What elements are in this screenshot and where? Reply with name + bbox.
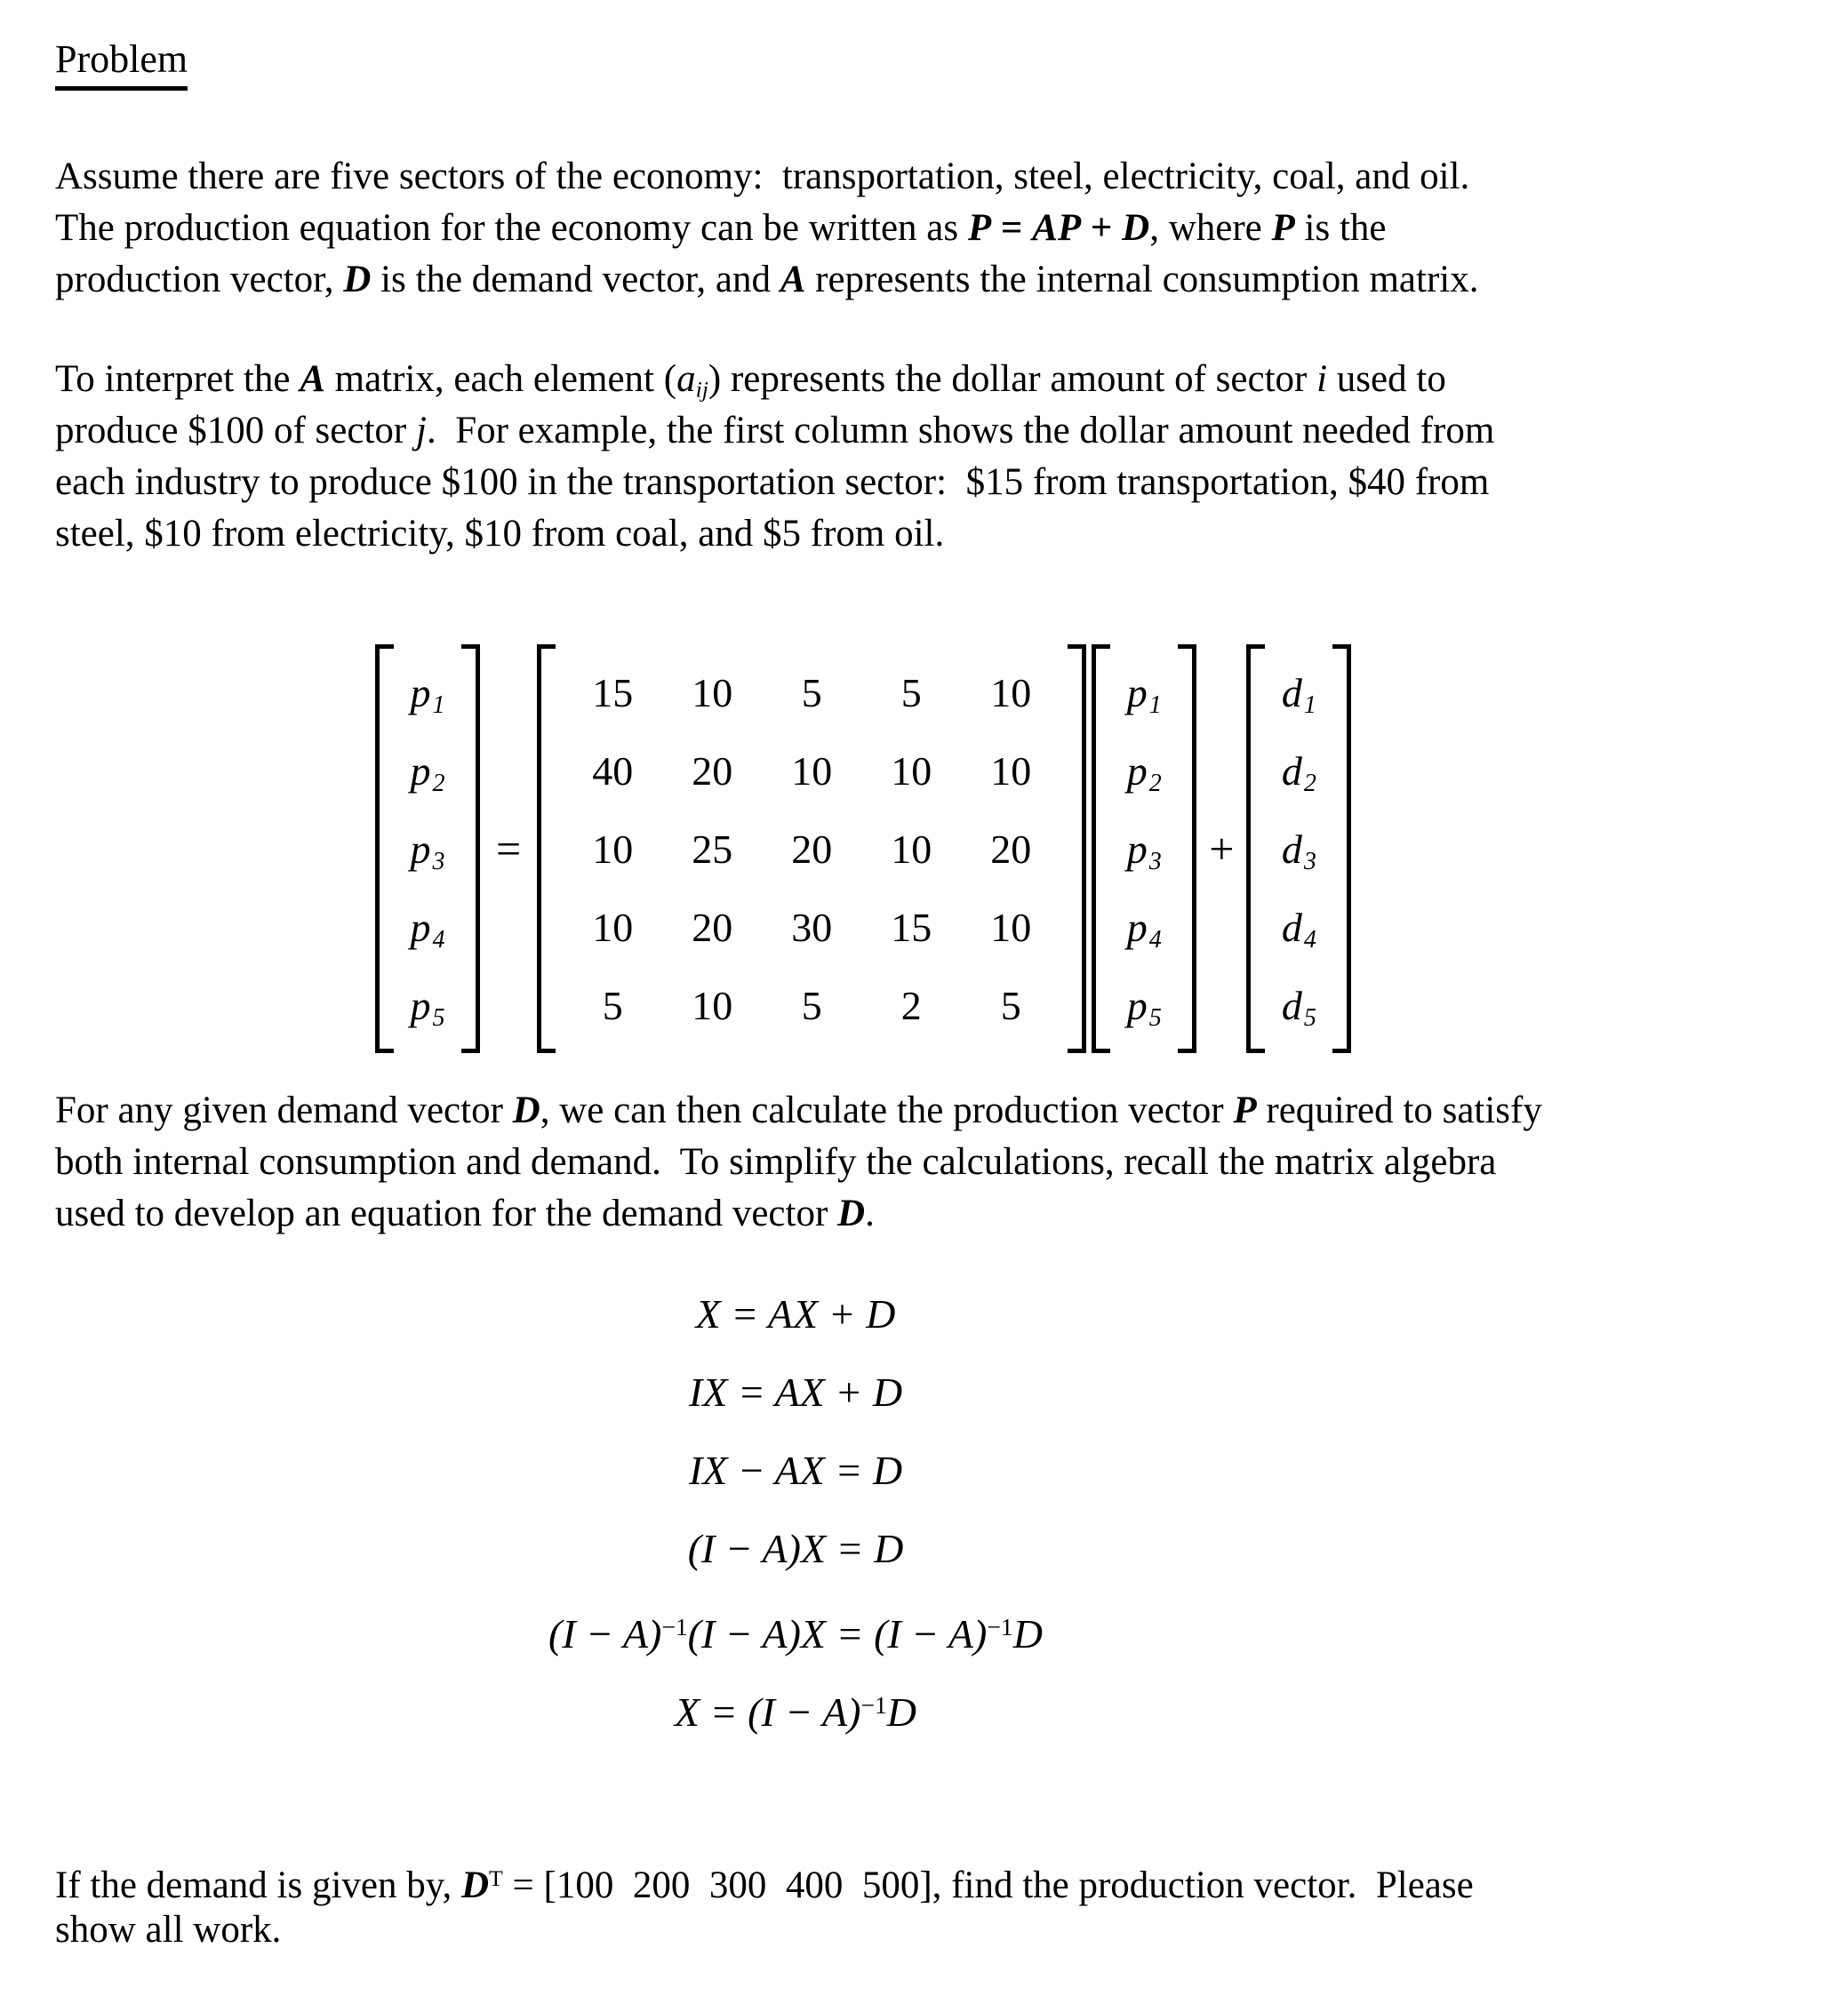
a-cell: 5 <box>1000 982 1021 1028</box>
math-operator: = <box>991 207 1033 249</box>
plus-sign: + <box>1209 824 1235 874</box>
p-element <box>404 810 451 888</box>
equation-text: D <box>1012 1610 1043 1657</box>
a-cell: 15 <box>891 904 932 950</box>
a-cell: 5 <box>801 982 822 1028</box>
text-line <box>55 1188 1799 1240</box>
math-subscript: 2 <box>432 770 445 797</box>
left-bracket <box>375 644 394 1053</box>
math-symbol: p <box>1126 747 1148 794</box>
math-superscript: −1 <box>661 1613 688 1641</box>
a-cell: 40 <box>592 747 634 794</box>
math-subscript: 4 <box>1148 926 1162 954</box>
a-cell: 10 <box>990 747 1032 794</box>
text-segment: used to develop an equation for the demand vector <box>55 1193 838 1234</box>
a-cell: 20 <box>791 826 833 872</box>
math-symbol: p <box>410 904 431 950</box>
p-vector-cells <box>1110 644 1178 1053</box>
math-symbol: A <box>300 358 325 400</box>
math-symbol: d <box>1281 669 1302 715</box>
d-element <box>1276 653 1322 731</box>
math-symbol: p <box>1126 826 1148 872</box>
math-symbol: P <box>1233 1090 1257 1131</box>
a-cell: 2 <box>900 982 922 1028</box>
math-symbol: i <box>1316 358 1328 400</box>
math-symbol: p <box>410 826 431 872</box>
d-element <box>1276 810 1322 888</box>
a-cell: 10 <box>891 747 932 794</box>
math-symbol: p <box>410 982 431 1028</box>
math-subscript: 3 <box>1148 848 1162 875</box>
text-segment: To interpret the <box>55 358 300 400</box>
math-symbol: D <box>1122 207 1150 249</box>
p-element <box>404 966 451 1044</box>
math-subscript: 3 <box>1303 848 1316 875</box>
a-cell: 10 <box>592 826 634 872</box>
math-subscript: 4 <box>1303 926 1316 954</box>
p-vector-cells <box>394 644 461 1053</box>
equation-text: D <box>886 1689 916 1735</box>
equation-line <box>55 1291 1536 1337</box>
text-line <box>55 1085 1799 1137</box>
equation-text: IX − AX = D <box>688 1448 903 1493</box>
derivation-equations <box>55 1291 1536 1735</box>
text-segment: both internal consumption and demand. To simplify the calculations, recall the matrix algebra <box>55 1141 1497 1183</box>
math-subscript: 1 <box>1303 691 1316 719</box>
equation-line <box>55 1682 1536 1735</box>
text-segment: matrix, each element ( <box>324 358 677 400</box>
a-matrix-grid <box>556 644 1068 1053</box>
text-segment: is the demand vector, and <box>371 259 780 300</box>
math-symbol: D <box>343 259 372 300</box>
math-symbol: d <box>1281 747 1302 794</box>
text-segment: , where <box>1149 207 1272 249</box>
math-symbol: p <box>410 669 431 715</box>
math-subscript: 5 <box>1148 1004 1162 1032</box>
p-vector-left <box>375 644 480 1053</box>
left-bracket <box>1092 644 1110 1053</box>
p-element <box>404 888 451 966</box>
a-cell: 20 <box>990 826 1032 872</box>
text-segment: is the <box>1294 207 1387 249</box>
text-line <box>55 354 1799 405</box>
equals-sign: = <box>496 824 522 874</box>
text-segment: . <box>865 1193 875 1234</box>
a-matrix <box>537 644 1086 1053</box>
equation-text: (I − A)X = (I − A) <box>687 1610 988 1657</box>
left-bracket <box>537 644 556 1053</box>
right-bracket <box>1068 644 1086 1053</box>
a-cell: 10 <box>791 747 833 794</box>
math-subscript: 4 <box>432 926 445 954</box>
equation-line <box>55 1604 1536 1657</box>
math-symbol: D <box>837 1193 866 1234</box>
text-segment: used to <box>1327 358 1446 400</box>
a-cell: 10 <box>692 669 733 715</box>
a-cell: 10 <box>692 982 733 1028</box>
math-symbol: AP <box>1032 207 1082 249</box>
d-vector <box>1246 644 1351 1053</box>
page-title: Problem <box>55 37 188 91</box>
math-superscript: −1 <box>860 1691 887 1719</box>
equation-text: (I − A)X = D <box>687 1526 904 1571</box>
equation-text: X = AX + D <box>695 1291 896 1337</box>
p-element <box>1121 810 1167 888</box>
d-element <box>1276 966 1322 1044</box>
text-segment: production vector, <box>55 259 344 300</box>
math-subscript: 1 <box>1148 691 1162 719</box>
text-line <box>55 457 1799 508</box>
a-cell: 10 <box>990 669 1032 715</box>
a-cell: 5 <box>900 669 922 715</box>
left-bracket <box>1246 644 1265 1053</box>
math-symbol: P <box>967 207 992 249</box>
math-subscript: 5 <box>1303 1004 1316 1032</box>
text-line <box>55 1137 1799 1188</box>
paragraph-intro <box>55 151 1799 306</box>
math-symbol: A <box>780 259 806 300</box>
math-symbol: d <box>1281 904 1302 950</box>
text-segment: ) represents the dollar amount of sector <box>708 358 1317 400</box>
text-line <box>55 1853 1799 1904</box>
text-line <box>55 203 1799 254</box>
math-subscript: 2 <box>1303 770 1316 797</box>
text-segment: , we can then calculate the production vector <box>540 1090 1234 1131</box>
matrix-equation <box>375 644 1351 1053</box>
a-cell: 30 <box>791 904 833 950</box>
text-line <box>55 151 1799 203</box>
math-symbol: p <box>1126 982 1148 1028</box>
math-subscript: 2 <box>1148 770 1162 797</box>
math-symbol: d <box>1281 982 1302 1028</box>
text-line <box>55 254 1799 306</box>
math-subscript: 5 <box>432 1004 445 1032</box>
p-element <box>1121 731 1167 810</box>
text-segment: produce $100 of sector <box>55 410 416 451</box>
math-symbol: d <box>1281 826 1302 872</box>
a-cell: 20 <box>692 747 733 794</box>
p-element <box>1121 888 1167 966</box>
text-segment: steel, $10 from electricity, $10 from coal, and $5 from oil. <box>55 513 945 555</box>
text-segment: required to satisfy <box>1256 1090 1542 1131</box>
paragraph-matrix-explanation <box>55 354 1799 560</box>
a-cell: 10 <box>891 826 932 872</box>
math-subscript: 1 <box>432 691 445 719</box>
equation-text: IX = AX + D <box>688 1369 903 1415</box>
text-line <box>55 1904 1799 1956</box>
heading-wrap <box>55 37 1799 91</box>
text-segment: The production equation for the economy can be written as <box>55 207 968 249</box>
math-symbol: p <box>1126 669 1148 715</box>
text-segment: each industry to produce $100 in the transportation sector: $15 from transportation, $40 from <box>55 461 1490 503</box>
text-segment: For any given demand vector <box>55 1090 513 1131</box>
text-line <box>55 508 1799 560</box>
math-subscript: ij <box>695 376 708 403</box>
equation-line <box>55 1369 1536 1416</box>
math-symbol: a <box>676 358 696 400</box>
a-cell: 5 <box>602 982 623 1028</box>
right-bracket <box>1178 644 1196 1053</box>
equation-line <box>55 1526 1536 1572</box>
d-element <box>1276 731 1322 810</box>
p-element <box>404 731 451 810</box>
math-symbol: p <box>410 747 431 794</box>
math-subscript: 3 <box>432 848 445 875</box>
a-cell: 10 <box>990 904 1032 950</box>
a-cell: 5 <box>801 669 822 715</box>
p-element <box>1121 966 1167 1044</box>
p-element <box>404 653 451 731</box>
a-cell: 15 <box>592 669 634 715</box>
text-line <box>55 405 1799 457</box>
right-bracket <box>461 644 480 1053</box>
paragraph-question <box>55 1853 1799 1956</box>
right-bracket <box>1332 644 1351 1053</box>
math-symbol: j <box>415 410 427 451</box>
math-symbol: D <box>460 1864 490 1906</box>
a-cell: 20 <box>692 904 733 950</box>
d-vector-cells <box>1265 644 1332 1053</box>
math-operator: + <box>1081 207 1123 249</box>
equation-text: X = (I − A) <box>675 1689 861 1735</box>
equation-line <box>55 1448 1536 1494</box>
text-segment: = [100 200 300 400 500], find the production vector. Please <box>502 1864 1474 1906</box>
p-element <box>1121 653 1167 731</box>
math-symbol: D <box>512 1090 540 1131</box>
equation-text: (I − A) <box>548 1610 662 1657</box>
text-segment: Assume there are five sectors of the economy: transportation, steel, electricity, coal, and oil. <box>55 156 1470 197</box>
p-vector-right <box>1092 644 1196 1053</box>
a-cell: 10 <box>592 904 634 950</box>
text-segment: If the demand is given by, <box>55 1864 461 1906</box>
d-element <box>1276 888 1322 966</box>
a-cell: 25 <box>692 826 733 872</box>
math-symbol: p <box>1126 904 1148 950</box>
math-symbol: P <box>1271 207 1295 249</box>
text-segment: represents the internal consumption matrix. <box>805 259 1479 300</box>
text-segment: . For example, the first column shows the dollar amount needed from <box>426 410 1495 451</box>
math-superscript: −1 <box>987 1613 1013 1641</box>
text-segment: show all work. <box>55 1909 282 1951</box>
math-superscript: T <box>489 1865 503 1891</box>
paragraph-demand <box>55 1085 1799 1240</box>
